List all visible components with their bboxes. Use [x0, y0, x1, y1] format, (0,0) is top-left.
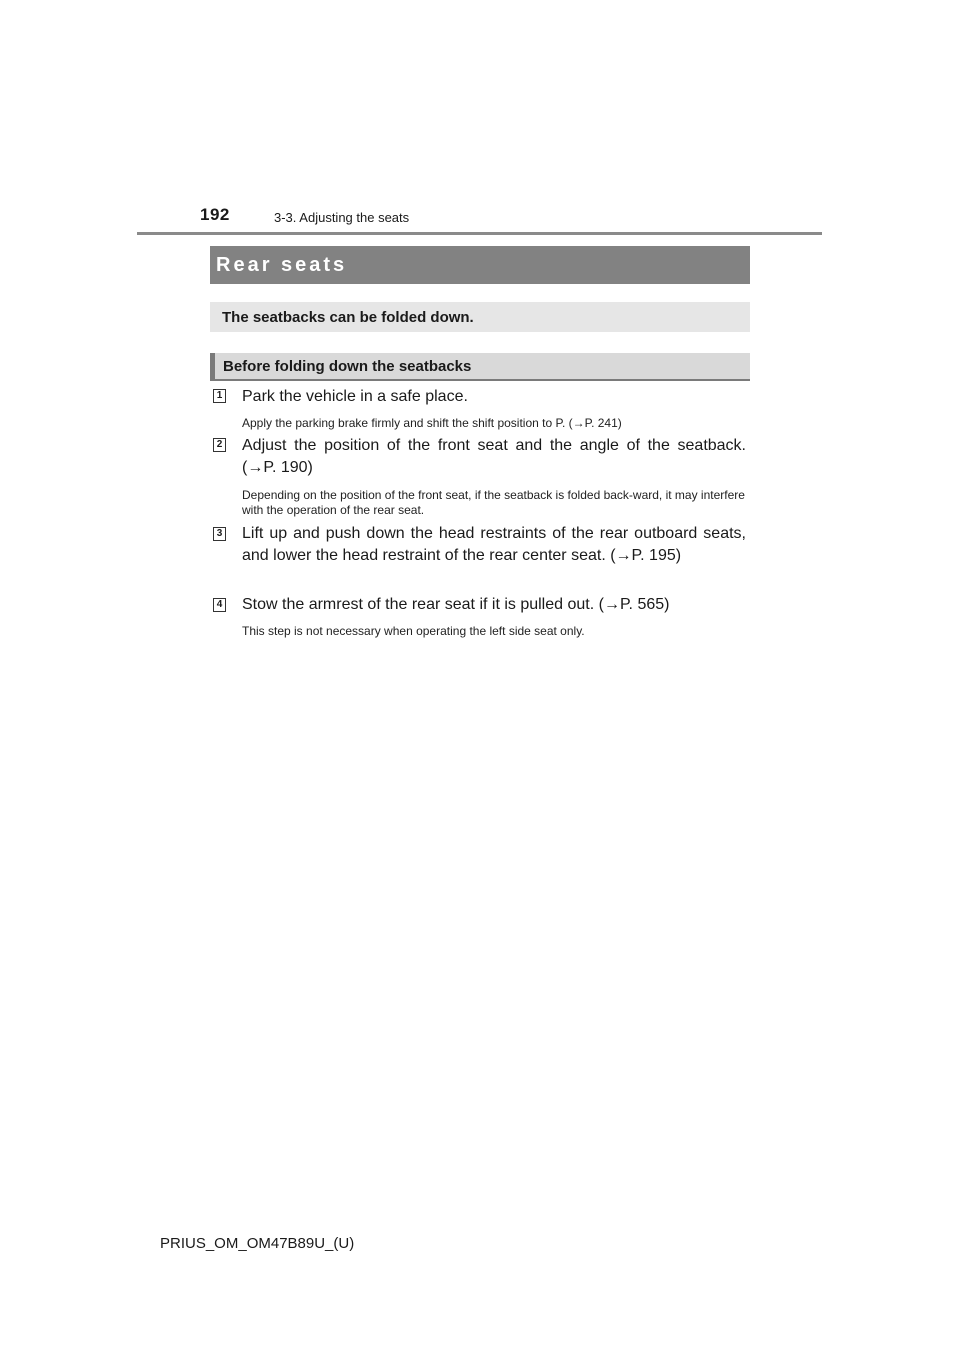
section-title: Rear seats: [216, 253, 348, 276]
step-note-4: This step is not necessary when operating the left side seat only.: [242, 624, 585, 638]
step-text-4: Stow the armrest of the rear seat if it is pulled out. (→P. 565): [242, 596, 670, 613]
section-title-band: [210, 246, 750, 284]
summary-band: [210, 302, 750, 332]
summary-text: The seatbacks can be folded down.: [222, 308, 474, 326]
step-text-3: Lift up and push down the head restraints of the rear outboard seats, and lower the head restraint of the rear center seat. (→P. 195): [242, 525, 746, 564]
step-number-4: 4: [213, 598, 226, 612]
section-breadcrumb: 3-3. Adjusting the seats: [274, 210, 410, 225]
step-text-1: Park the vehicle in a safe place.: [242, 388, 468, 405]
header-divider: [137, 232, 822, 235]
step-note-2: Depending on the position of the front seat, if the seatback is folded back-ward, it may interfere with the operation of the rear seat.: [242, 488, 745, 517]
step-number-2: 2: [213, 438, 226, 452]
step-number-3: 3: [213, 527, 226, 541]
subheading-band: [210, 353, 750, 381]
step-note-1: Apply the parking brake firmly and shift the shift position to P. (→P. 241): [242, 416, 622, 430]
step-number-1: 1: [213, 389, 226, 403]
document-code: PRIUS_OM_OM47B89U_(U): [160, 1235, 355, 1252]
subheading-text: Before folding down the seatbacks: [223, 357, 472, 375]
page-number: 192: [200, 205, 230, 224]
step-text-2: Adjust the position of the front seat and the angle of the seatback. (→P. 190): [242, 437, 746, 476]
